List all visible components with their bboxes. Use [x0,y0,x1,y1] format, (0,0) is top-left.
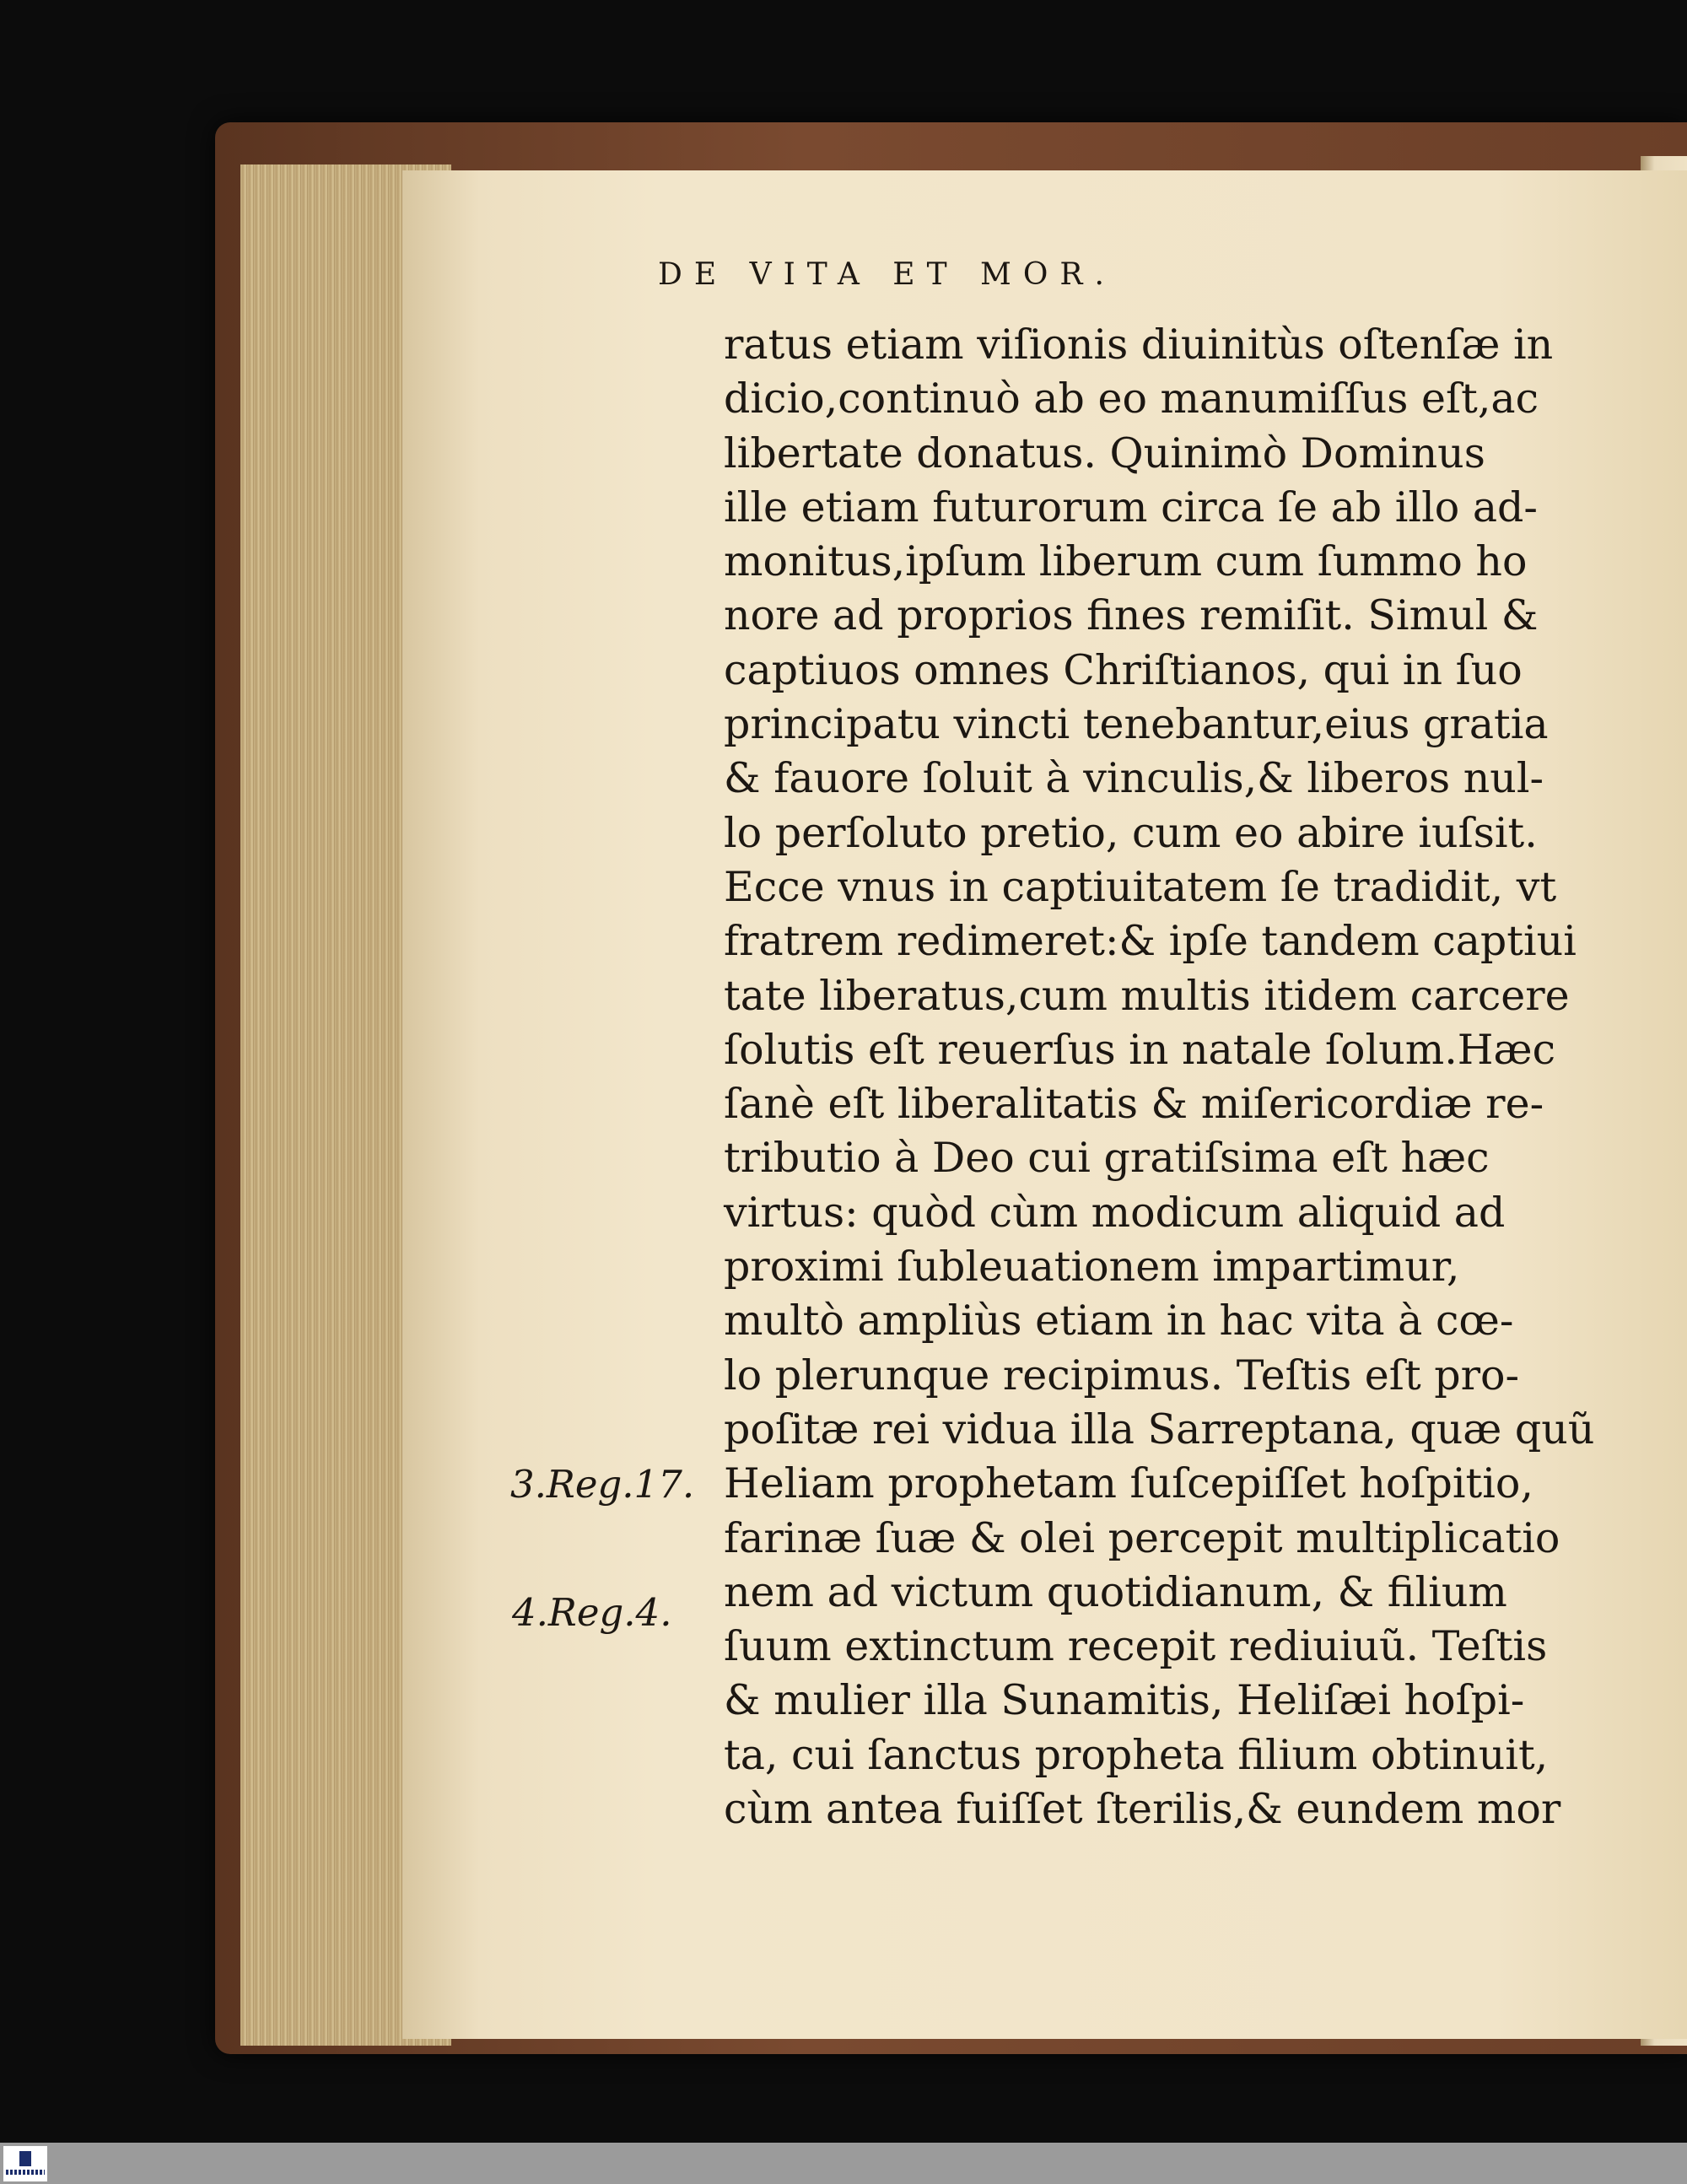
text-line: ta, cui ſanctus propheta filium obtinuit, [724,1730,1549,1779]
text-line: multò ampliùs etiam in hac vita à cœ- [724,1297,1514,1345]
text-line: & fauore ſoluit à vinculis,& liberos nul- [724,754,1544,803]
text-line: & mulier illa Sunamitis, Heliſæi hoſpi- [724,1676,1525,1725]
text-line: lo perſoluto pretio, cum eo abire iuſsit. [724,808,1538,857]
text-line: dicio,continuò ab eo manumiſſus eſt,ac [724,375,1539,423]
library-emblem-icon [19,2151,31,2166]
text-line: fratrem redimeret:& ipſe tandem captiui [724,917,1577,966]
text-line: lo plerunque recipimus. Teſtis eſt pro- [724,1351,1520,1399]
text-line: poſitæ rei vidua illa Sarreptana, quæ quũ [724,1405,1595,1453]
text-line: virtus: quòd cùm modicum aliquid ad [724,1188,1506,1237]
text-line: ille etiam futurorum circa ſe ab illo ad- [724,483,1538,531]
text-line: nore ad proprios fines remiſit. Simul & [724,591,1539,640]
text-line: libertate donatus. Quinimò Dominus [724,429,1485,477]
body-text [724,318,1595,1836]
text-line: Ecce vnus in captiuitatem ſe tradidit, vt [724,862,1557,911]
text-line: ratus etiam viſionis diuinitùs oſtenſæ in [724,321,1554,369]
viewer-footer-bar [0,2143,1687,2184]
text-line: farinæ ſuæ & olei percepit multiplicatio [724,1513,1560,1562]
running-head: DE VITA ET MOR. [658,257,1116,292]
text-line: tate liberatus,cum multis itidem carcere [724,971,1570,1020]
text-line: cùm antea fuiſſet ſterilis,& eundem mor [724,1785,1561,1834]
text-line: ſolutis eſt reuerſus in natale ſolum.Hæc [724,1025,1556,1074]
library-logo-icon [3,2146,47,2181]
library-wordmark-icon [6,2170,45,2175]
text-line: principatu vincti tenebantur,eius gratia [724,700,1549,749]
margin-note: 4.Reg.4. [512,1590,672,1635]
text-line: tributio à Deo cui gratiſsima eſt hæc [724,1134,1490,1183]
margin-note: 3.Reg.17. [510,1462,695,1507]
text-line: nem ad victum quotidianum, & filium [724,1567,1507,1616]
text-line: captiuos omnes Chriſtianos, qui in ſuo [724,645,1523,694]
text-line: monitus,ipſum liberum cum ſummo ho [724,537,1528,586]
text-line: Heliam prophetam ſuſcepiſſet hoſpitio, [724,1459,1533,1508]
text-line: proximi ſubleuationem impartimur, [724,1243,1460,1292]
text-line: ſanè eſt liberalitatis & miſericordiæ re- [724,1080,1544,1129]
text-line: ſuum extinctum recepit rediuiuũ. Teſtis [724,1622,1548,1671]
